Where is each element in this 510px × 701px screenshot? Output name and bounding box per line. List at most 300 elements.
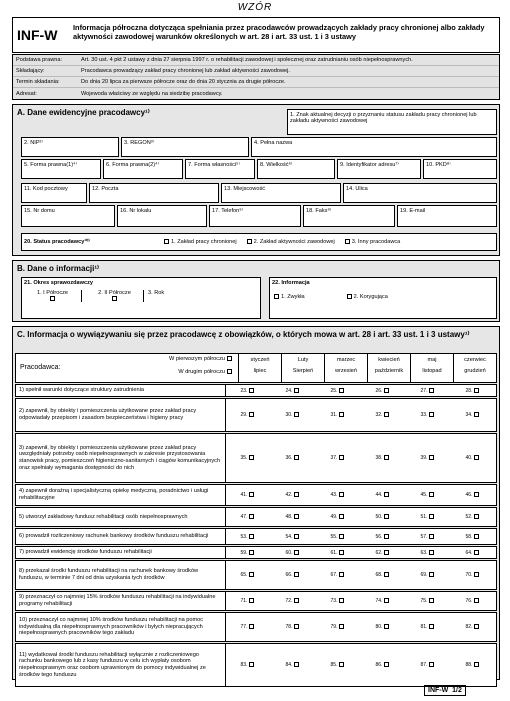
section-a-title: A. Dane ewidencyjne pracodawcy¹⁾ xyxy=(17,108,150,117)
checkbox[interactable] xyxy=(474,388,479,393)
info-key: Termin składania: xyxy=(16,79,60,85)
table-row xyxy=(15,384,497,397)
check-cell[interactable] xyxy=(226,514,271,520)
row-label: 9) przeznaczył co najmniej 15% środków funduszu rehabilitacji na indywidualne programy rehabilitacji xyxy=(16,592,226,610)
check-cell[interactable] xyxy=(406,412,451,418)
checkbox[interactable] xyxy=(294,492,299,497)
cell-number: 79. xyxy=(330,624,338,630)
check-cell[interactable] xyxy=(451,662,496,668)
cell-number: 26. xyxy=(375,387,383,394)
check-cell[interactable] xyxy=(316,624,361,630)
cell-number: 44. xyxy=(375,492,383,498)
checkbox[interactable] xyxy=(249,598,254,603)
month-header xyxy=(238,354,281,382)
check-cell[interactable] xyxy=(451,388,496,394)
field-label: 17. Telefon⁹⁾ xyxy=(212,208,244,214)
checkbox[interactable] xyxy=(429,534,434,539)
check-cell[interactable] xyxy=(406,662,451,668)
check-cell[interactable] xyxy=(226,534,271,540)
watermark-label: WZÓR xyxy=(237,2,273,13)
checkbox[interactable] xyxy=(294,455,299,460)
cell-number: 65. xyxy=(240,572,248,578)
table-row xyxy=(15,433,497,483)
check-cell[interactable] xyxy=(316,598,361,604)
cell-number: 42. xyxy=(285,492,293,498)
field-house-number[interactable] xyxy=(21,205,115,227)
checkbox[interactable] xyxy=(294,514,299,519)
check-cell[interactable] xyxy=(226,492,271,498)
field-size[interactable] xyxy=(257,159,335,179)
checkbox[interactable] xyxy=(474,550,479,555)
check-cell[interactable] xyxy=(271,492,316,498)
footer-code xyxy=(424,685,466,696)
check-cell[interactable] xyxy=(226,662,271,668)
check-cell[interactable] xyxy=(316,388,361,394)
checkbox[interactable] xyxy=(384,598,389,603)
cell-number: 66. xyxy=(285,572,293,578)
checkbox[interactable] xyxy=(339,534,344,539)
checkbox[interactable] xyxy=(249,550,254,555)
cell-number: 38. xyxy=(375,455,383,461)
option-label: 2. II Półrocze xyxy=(98,290,131,296)
check-cell[interactable] xyxy=(316,534,361,540)
checkbox[interactable] xyxy=(429,662,434,667)
check-cell[interactable] xyxy=(316,662,361,668)
checkbox[interactable] xyxy=(339,455,344,460)
field-label: 5. Forma prawna(1)⁴⁾ xyxy=(24,162,77,168)
check-cell[interactable] xyxy=(406,455,451,461)
period-h1[interactable] xyxy=(24,290,82,302)
cell-number: 50. xyxy=(375,514,383,520)
info-row xyxy=(13,88,499,99)
footer-form-code: INF-W xyxy=(428,687,449,694)
field-label: 12. Poczta xyxy=(92,186,119,192)
checkbox[interactable] xyxy=(384,550,389,555)
field-label: 15. Nr domu xyxy=(24,208,55,214)
checkbox[interactable] xyxy=(345,239,350,244)
cell-number: 84. xyxy=(285,662,293,668)
cell-number: 86. xyxy=(375,662,383,668)
info-type-normal[interactable] xyxy=(272,294,305,300)
check-cell[interactable] xyxy=(451,412,496,418)
cell-number: 63. xyxy=(420,549,428,556)
checkbox[interactable] xyxy=(249,514,254,519)
check-cell[interactable] xyxy=(271,534,316,540)
cell-number: 39. xyxy=(420,455,428,461)
checkbox[interactable] xyxy=(429,514,434,519)
field-label: 3. REGON³⁾ xyxy=(124,140,154,146)
field-label: 7. Forma własności⁵⁾ xyxy=(188,162,240,168)
cell-number: 32. xyxy=(375,412,383,418)
cell-number: 69. xyxy=(420,572,428,578)
check-cell[interactable] xyxy=(271,412,316,418)
checkbox[interactable] xyxy=(339,624,344,629)
checkbox[interactable] xyxy=(384,412,389,417)
checkbox[interactable] xyxy=(339,412,344,417)
table-row xyxy=(15,528,497,545)
check-cell[interactable] xyxy=(406,572,451,578)
field-phone[interactable] xyxy=(209,205,301,227)
period-h2[interactable] xyxy=(86,290,144,302)
cell-number: 75. xyxy=(420,598,428,604)
row-label: 1) spełnił warunki dotyczące struktury zatrudnienia xyxy=(16,385,226,396)
field-year[interactable]: 3. Rok xyxy=(148,290,165,296)
check-cell[interactable] xyxy=(226,455,271,461)
checkbox[interactable] xyxy=(249,455,254,460)
cell-number: 55. xyxy=(330,533,338,540)
cell-number: 51. xyxy=(420,514,428,520)
half2-text: W drugim półroczu xyxy=(178,369,225,375)
check-cell[interactable] xyxy=(361,624,406,630)
check-cell[interactable] xyxy=(271,598,316,604)
cell-number: 40. xyxy=(465,455,473,461)
field-label: 1. Znak aktualnej decyzji o przyznaniu statusu zakładu pracy chronionej lub zakładu aktywności zawodowej xyxy=(290,112,477,124)
cell-number: 80. xyxy=(375,624,383,630)
field-decision-number[interactable] xyxy=(287,109,497,135)
check-cell[interactable] xyxy=(406,514,451,520)
form-code: INF-W xyxy=(17,27,58,43)
field-street[interactable] xyxy=(343,183,497,203)
checkbox[interactable] xyxy=(247,239,252,244)
checkbox[interactable] xyxy=(339,388,344,393)
checkbox[interactable] xyxy=(249,572,254,577)
option-label: 2. Korygująca xyxy=(353,294,388,300)
checkbox[interactable] xyxy=(384,455,389,460)
checkbox[interactable] xyxy=(294,598,299,603)
checkbox[interactable] xyxy=(294,662,299,667)
checkbox[interactable] xyxy=(112,296,117,301)
field-ownership[interactable] xyxy=(185,159,255,179)
check-cell[interactable] xyxy=(271,514,316,520)
check-cell[interactable] xyxy=(271,455,316,461)
checkbox[interactable] xyxy=(339,492,344,497)
table-row xyxy=(15,546,497,559)
section-a xyxy=(12,104,500,256)
check-cell[interactable] xyxy=(361,662,406,668)
check-cell[interactable] xyxy=(316,514,361,520)
info-panel xyxy=(12,54,500,100)
month-h2: Sierpień xyxy=(292,368,314,374)
field-label: 20. Status pracodawcy¹⁰⁾ xyxy=(24,239,90,245)
cell-number: 23. xyxy=(240,387,248,394)
month-header xyxy=(281,354,324,382)
checkbox[interactable] xyxy=(384,624,389,629)
table-row xyxy=(15,484,497,506)
check-cell[interactable] xyxy=(406,534,451,540)
cell-number: 57. xyxy=(420,533,428,540)
cell-number: 73. xyxy=(330,598,338,604)
checkbox[interactable] xyxy=(429,598,434,603)
info-key: Składający: xyxy=(16,68,45,74)
field-label: 4. Pełna nazwa xyxy=(254,140,293,146)
cell-number: 54. xyxy=(285,533,293,540)
cell-number: 81. xyxy=(420,624,428,630)
half1-label xyxy=(116,356,234,362)
checkbox[interactable] xyxy=(429,550,434,555)
cell-number: 64. xyxy=(465,549,473,556)
checkbox[interactable] xyxy=(249,624,254,629)
row-label: 5) utworzył zakładowy fundusz rehabilitacji osób niepełnosprawnych xyxy=(16,508,226,526)
month-h1: styczeń xyxy=(250,357,270,363)
field-label: 14. Ulica xyxy=(346,186,368,192)
checkbox[interactable] xyxy=(274,294,279,299)
field-address-id[interactable] xyxy=(337,159,421,179)
cell-number: 87. xyxy=(420,662,428,668)
field-fax[interactable] xyxy=(303,205,395,227)
cell-number: 48. xyxy=(285,514,293,520)
check-cell[interactable] xyxy=(271,550,316,556)
check-cell[interactable] xyxy=(271,388,316,394)
checkbox[interactable] xyxy=(294,534,299,539)
field-postal-code[interactable] xyxy=(21,183,87,203)
month-h2: listopad xyxy=(422,368,442,374)
row-label: 7) prowadził ewidencję środków funduszu rehabilitacji xyxy=(16,547,226,558)
checkbox[interactable] xyxy=(474,624,479,629)
cell-number: 88. xyxy=(465,662,473,668)
info-row xyxy=(13,77,499,88)
check-cell[interactable] xyxy=(361,598,406,604)
check-cell[interactable] xyxy=(316,412,361,418)
check-cell[interactable] xyxy=(451,455,496,461)
info-key: Adresat: xyxy=(16,90,37,97)
checkbox[interactable] xyxy=(474,412,479,417)
status-option-1[interactable] xyxy=(162,239,237,245)
check-cell[interactable] xyxy=(316,572,361,578)
check-cell[interactable] xyxy=(451,550,496,556)
field-label: 6. Forma prawna(2)⁴⁾ xyxy=(106,162,159,168)
checkbox[interactable] xyxy=(429,455,434,460)
cell-number: 78. xyxy=(285,624,293,630)
table-row xyxy=(15,643,497,687)
check-cell[interactable] xyxy=(406,624,451,630)
option-label: 1. I Półrocze xyxy=(36,290,69,296)
month-header xyxy=(367,354,410,382)
half1-text: W pierwszym półroczu xyxy=(169,356,225,362)
check-cell[interactable] xyxy=(361,388,406,394)
check-cell[interactable] xyxy=(361,572,406,578)
checkbox[interactable] xyxy=(347,294,352,299)
check-cell[interactable] xyxy=(451,624,496,630)
checkbox[interactable] xyxy=(249,388,254,393)
cell-number: 56. xyxy=(375,533,383,540)
checkbox[interactable] xyxy=(384,514,389,519)
field-post-office[interactable] xyxy=(89,183,219,203)
check-cell[interactable] xyxy=(406,550,451,556)
checkbox[interactable] xyxy=(339,598,344,603)
month-h1: Luty xyxy=(297,357,309,363)
checkbox[interactable] xyxy=(50,296,55,301)
cell-number: 60. xyxy=(285,549,293,556)
field-label: 10. PKD⁸⁾ xyxy=(426,162,451,168)
cell-number: 67. xyxy=(330,572,338,578)
info-value: Do dnia 20 lipca za pierwsze półrocze oraz do dnia 20 stycznia za drugie półrocze. xyxy=(81,79,286,85)
status-option-2[interactable] xyxy=(245,239,335,245)
checkbox[interactable] xyxy=(474,455,479,460)
field-label: 21. Okres sprawozdawczy xyxy=(24,280,94,286)
cell-number: 35. xyxy=(240,455,248,461)
month-h2: październik xyxy=(374,368,404,374)
checkbox[interactable] xyxy=(294,550,299,555)
check-cell[interactable] xyxy=(361,550,406,556)
checkbox[interactable] xyxy=(474,572,479,577)
checkbox[interactable] xyxy=(384,492,389,497)
checkbox[interactable] xyxy=(474,598,479,603)
option-label: 1. Zwykła xyxy=(281,294,305,300)
cell-number: 34. xyxy=(465,412,473,418)
checkbox[interactable] xyxy=(474,514,479,519)
checkbox[interactable] xyxy=(164,239,169,244)
month-h1: kwiecień xyxy=(378,357,400,363)
checkbox[interactable] xyxy=(249,492,254,497)
form-header xyxy=(12,17,500,53)
checkbox[interactable] xyxy=(294,572,299,577)
check-cell[interactable] xyxy=(406,388,451,394)
cell-number: 46. xyxy=(465,492,473,498)
cell-number: 41. xyxy=(240,492,248,498)
field-legal-form-1[interactable] xyxy=(21,159,101,179)
field-apartment-number[interactable] xyxy=(117,205,207,227)
cell-number: 62. xyxy=(375,549,383,556)
cell-number: 61. xyxy=(330,549,338,556)
checkbox[interactable] xyxy=(294,412,299,417)
info-row xyxy=(13,66,499,77)
check-cell[interactable] xyxy=(226,624,271,630)
cell-number: 53. xyxy=(240,533,248,540)
field-nip[interactable] xyxy=(21,137,119,157)
checkbox[interactable] xyxy=(384,662,389,667)
info-row xyxy=(13,55,499,66)
check-cell[interactable] xyxy=(361,492,406,498)
check-cell[interactable] xyxy=(406,492,451,498)
check-cell[interactable] xyxy=(271,662,316,668)
check-cell[interactable] xyxy=(451,572,496,578)
obligations-table xyxy=(15,353,497,679)
month-header xyxy=(324,354,367,382)
checkbox[interactable] xyxy=(429,624,434,629)
section-c-title: C. Informacja o wywiązywaniu się przez pracodawcę z obowiązków, o których mowa w art. 28 i art. 33 ust. 1 i 3 ustawy¹⁾ xyxy=(17,330,470,339)
row-label: 10) przeznaczył co najmniej 10% środków funduszu rehabilitacji na pomoc indywidualną dla niepełnosprawnych pracowników i byłych niepracujących niepełnosprawnych pracowników tego zakładu xyxy=(16,613,226,641)
checkbox[interactable] xyxy=(249,412,254,417)
cell-number: 82. xyxy=(465,624,473,630)
checkbox[interactable] xyxy=(249,662,254,667)
half2-label xyxy=(116,369,234,375)
field-pkd[interactable] xyxy=(423,159,497,179)
form-title: Informacja półroczna dotycząca spełniania przez pracodawców prowadzących zakłady pracy chronionej albo zakłady aktywności zawodowej warunków określonych w art. 28 i art. 33 ust. 1 i 3 ustawy xyxy=(73,23,485,41)
check-cell[interactable] xyxy=(451,492,496,498)
checkbox[interactable] xyxy=(339,662,344,667)
field-employer-status xyxy=(21,233,497,251)
check-cell[interactable] xyxy=(226,598,271,604)
check-cell[interactable] xyxy=(451,534,496,540)
check-cell[interactable] xyxy=(316,455,361,461)
cell-number: 68. xyxy=(375,572,383,578)
field-label: 9. Identyfikator adresu⁷⁾ xyxy=(340,162,399,168)
checkbox[interactable] xyxy=(474,662,479,667)
check-cell[interactable] xyxy=(361,534,406,540)
checkbox[interactable] xyxy=(339,514,344,519)
checkbox[interactable] xyxy=(474,534,479,539)
row-label: 6) prowadził rozliczeniowy rachunek bankowy środków funduszu rehabilitacji xyxy=(16,529,226,544)
check-cell[interactable] xyxy=(226,572,271,578)
check-cell[interactable] xyxy=(316,550,361,556)
checkbox[interactable] xyxy=(227,356,232,361)
field-legal-form-2[interactable] xyxy=(103,159,183,179)
checkbox[interactable] xyxy=(294,388,299,393)
cell-number: 83. xyxy=(240,662,248,668)
cell-number: 36. xyxy=(285,455,293,461)
cell-number: 45. xyxy=(420,492,428,498)
month-h1: czerwiec xyxy=(464,357,486,363)
month-header xyxy=(453,354,496,382)
info-type-correction[interactable] xyxy=(345,294,388,300)
section-c xyxy=(12,326,500,680)
field-regon[interactable] xyxy=(121,137,249,157)
checkbox[interactable] xyxy=(474,492,479,497)
cell-number: 24. xyxy=(285,387,293,394)
check-cell[interactable] xyxy=(451,598,496,604)
field-label: 11. Kod pocztowy xyxy=(24,186,68,192)
checkbox[interactable] xyxy=(429,492,434,497)
check-cell[interactable] xyxy=(316,492,361,498)
checkbox[interactable] xyxy=(339,550,344,555)
info-value: Art. 30 ust. 4 pkt 2 ustawy z dnia 27 sierpnia 1997 r. o rehabilitacji zawodowej i społecznej oraz zatrudnianiu osób niepełnosprawnych. xyxy=(81,57,413,63)
checkbox[interactable] xyxy=(339,572,344,577)
table-row xyxy=(15,612,497,642)
row-label: 11) wydatkował środki funduszu rehabilitacji wyłącznie z rozliczeniowego rachunku bankowego lub z kasy funduszu w celu ich wypłaty osobom niepełnosprawnym oraz osobom uprawnionym do pomocy indywidualnej ze środków tego funduszu xyxy=(16,644,226,686)
option-label: 3. Inny pracodawca xyxy=(351,239,401,245)
field-email[interactable] xyxy=(397,205,497,227)
check-cell[interactable] xyxy=(361,514,406,520)
cell-number: 37. xyxy=(330,455,338,461)
month-h2: grudzień xyxy=(464,368,486,374)
check-cell[interactable] xyxy=(226,388,271,394)
row-label: 4) zapewnił doraźną i specjalistyczną opiekę medyczną, poradnictwo i usługi rehabilitacyjne xyxy=(16,485,226,505)
check-cell[interactable] xyxy=(271,624,316,630)
check-cell[interactable] xyxy=(226,550,271,556)
checkbox[interactable] xyxy=(429,412,434,417)
row-label: 8) przekazał środki funduszu rehabilitacji na rachunek bankowy środków funduszu, w terminie 7 dni od dnia uzyskania tych środków xyxy=(16,561,226,589)
section-b-title: B. Dane o informacji¹⁾ xyxy=(17,264,99,273)
cell-number: 52. xyxy=(465,514,473,520)
check-cell[interactable] xyxy=(361,455,406,461)
checkbox[interactable] xyxy=(227,369,232,374)
status-option-3[interactable] xyxy=(343,239,401,245)
field-city[interactable] xyxy=(221,183,341,203)
check-cell[interactable] xyxy=(271,572,316,578)
checkbox[interactable] xyxy=(384,534,389,539)
field-label: 13. Miejscowość xyxy=(224,186,266,192)
field-full-name[interactable] xyxy=(251,137,497,157)
cell-number: 31. xyxy=(330,412,338,418)
info-value: Wojewoda właściwy ze względu na siedzibę pracodawcy. xyxy=(81,90,223,97)
checkbox[interactable] xyxy=(249,534,254,539)
check-cell[interactable] xyxy=(361,412,406,418)
table-row xyxy=(15,507,497,527)
checkbox[interactable] xyxy=(294,624,299,629)
checkbox[interactable] xyxy=(429,572,434,577)
check-cell[interactable] xyxy=(451,514,496,520)
check-cell[interactable] xyxy=(406,598,451,604)
cell-number: 28. xyxy=(465,387,473,394)
cell-number: 71. xyxy=(240,598,248,604)
check-cell[interactable] xyxy=(226,412,271,418)
cell-number: 59. xyxy=(240,549,248,556)
checkbox[interactable] xyxy=(384,572,389,577)
page-number: 1/2 xyxy=(452,687,462,694)
month-h1: maj xyxy=(427,357,437,363)
checkbox[interactable] xyxy=(429,388,434,393)
checkbox[interactable] xyxy=(384,388,389,393)
